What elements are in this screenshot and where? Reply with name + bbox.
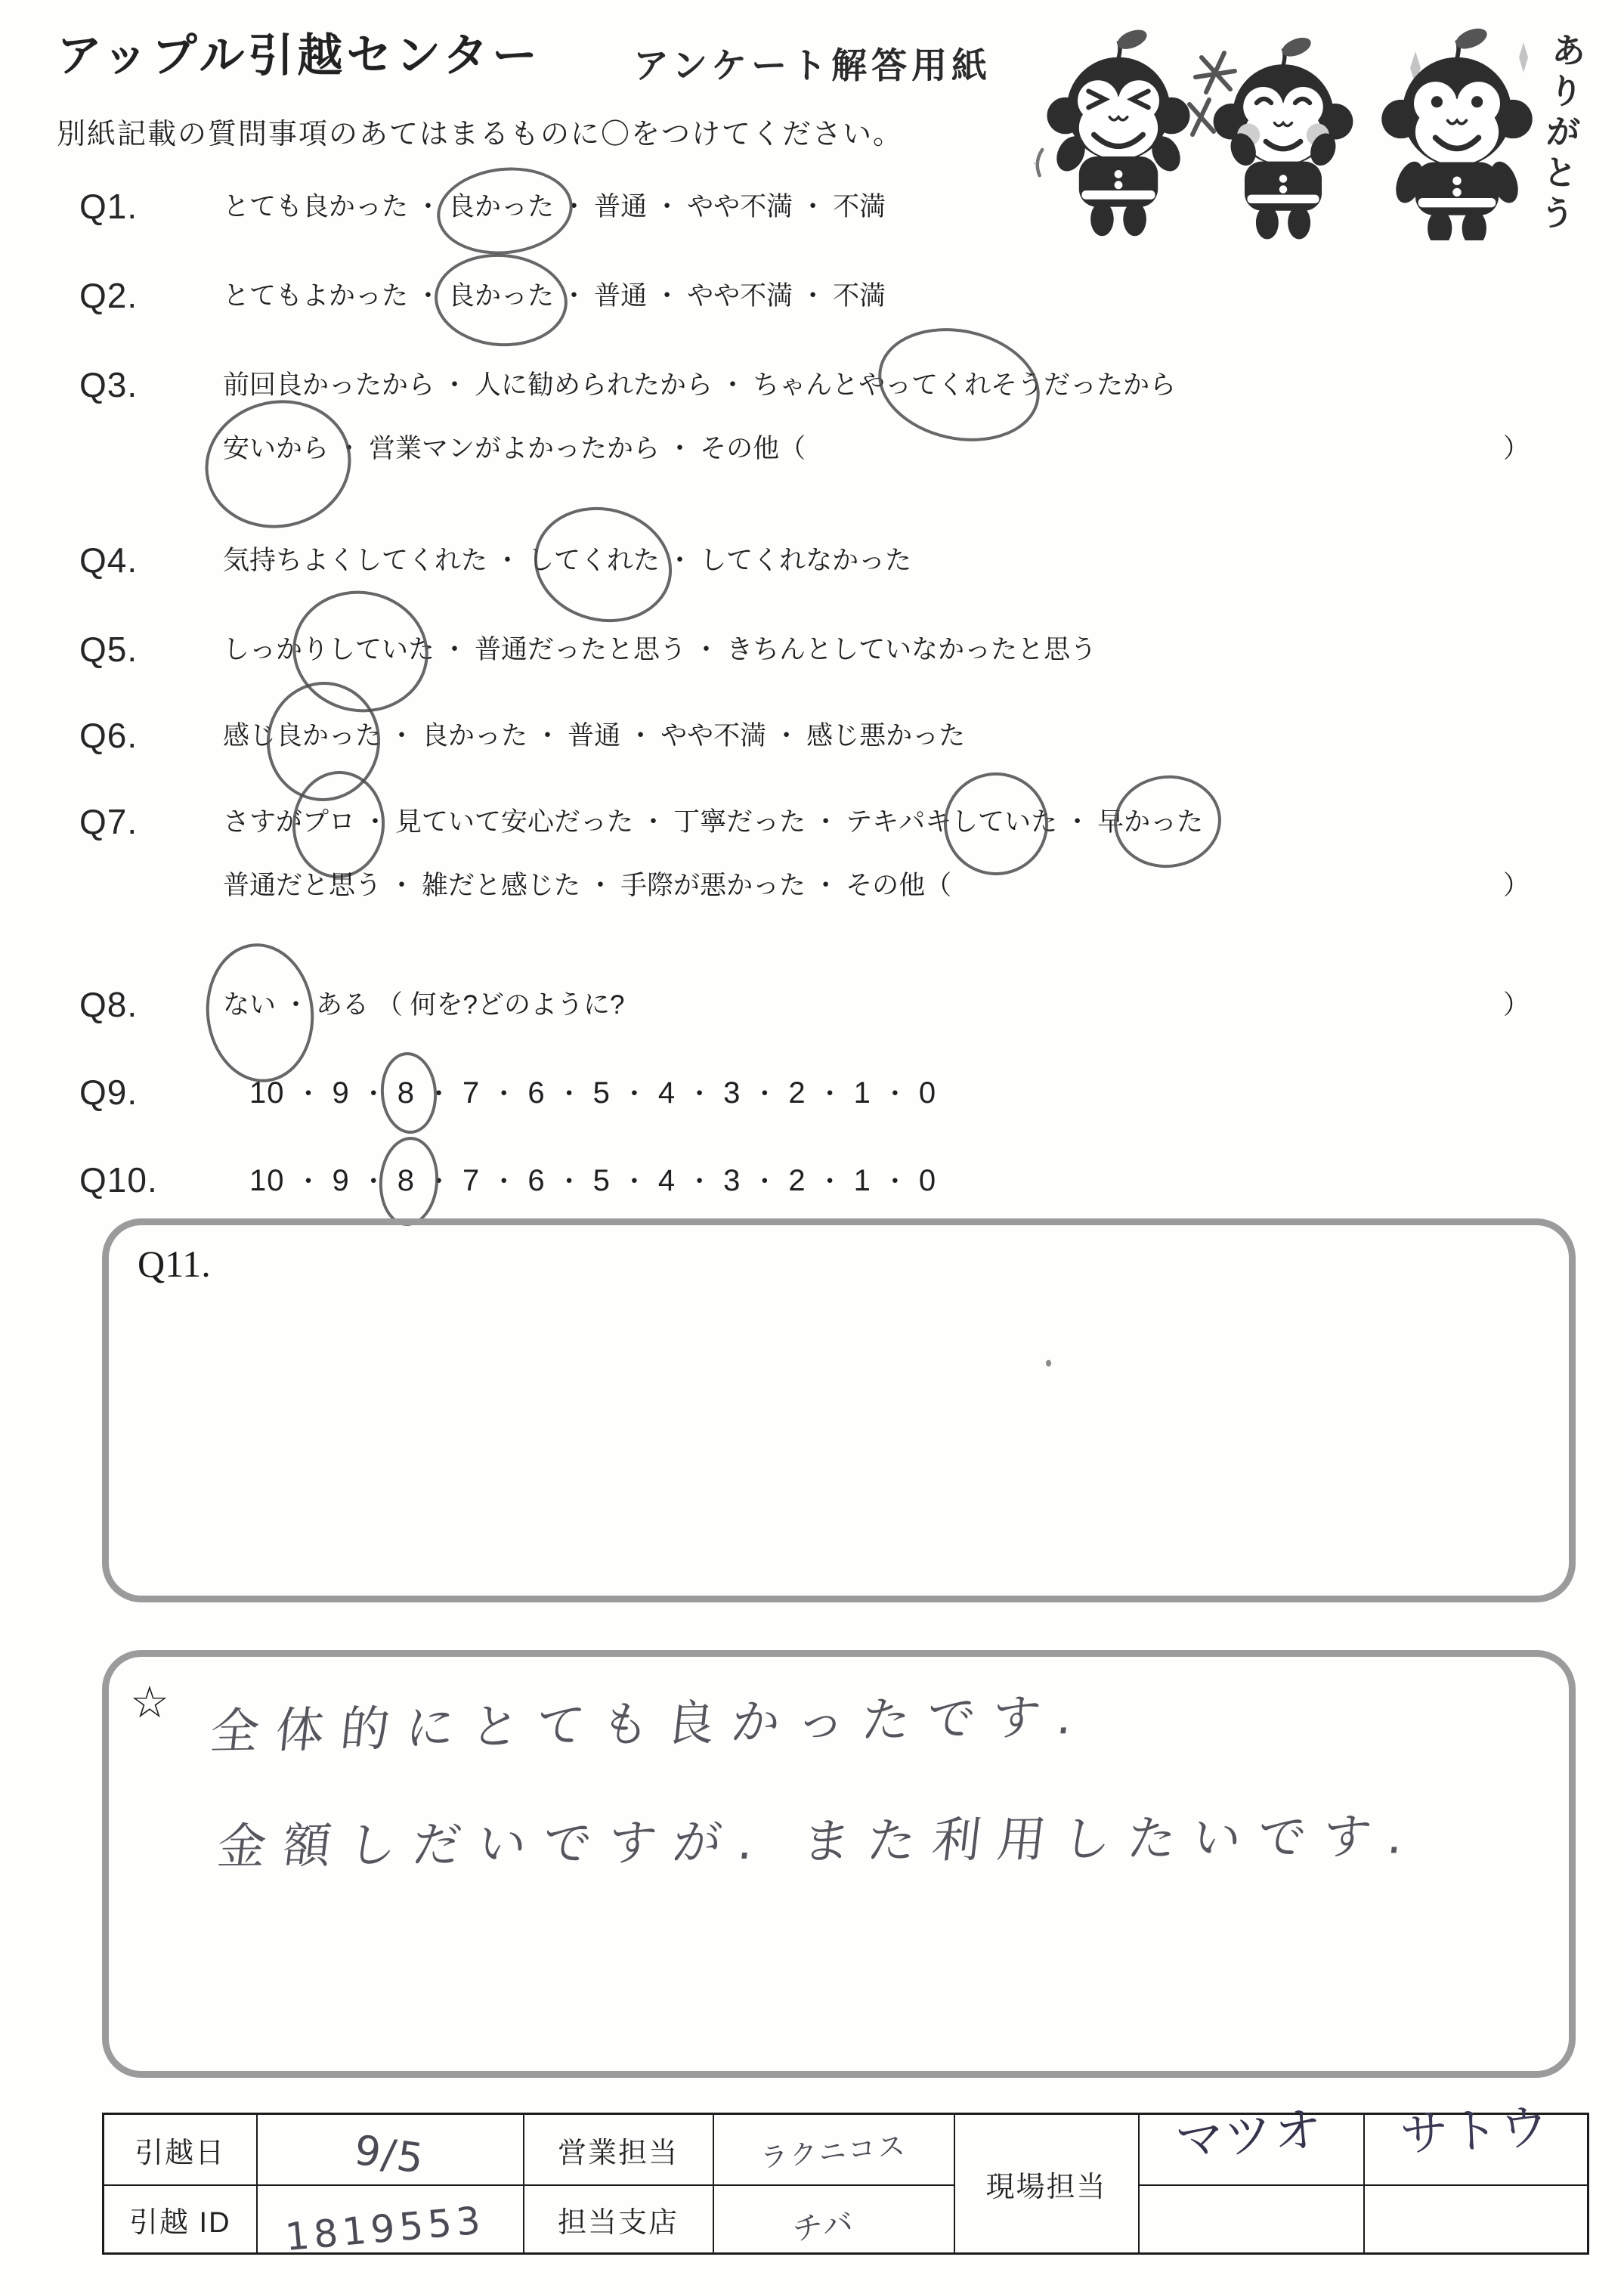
move-id-value-cell (257, 2185, 524, 2260)
option-separator-dot: ・ (425, 1079, 453, 1109)
question-row-q8 (0, 987, 1624, 1023)
answer-option: ある （ 何を?どのように? (316, 990, 625, 1020)
question-row-q4 (0, 540, 1624, 580)
option-separator-dot: ・ (336, 434, 363, 463)
handwritten-move-id: 1819553 (283, 2198, 487, 2260)
thanks-vertical-text: ありがとう (1533, 30, 1588, 237)
option-separator-dot: ・ (812, 871, 840, 900)
answer-option: 不満 (833, 192, 886, 221)
answer-option: 人に勧められたから (475, 370, 713, 400)
option-separator-dot: ・ (800, 192, 827, 221)
option-separator-dot: ・ (490, 1079, 518, 1109)
hand-drawn-circle-mark (433, 161, 577, 261)
branch-value-cell (713, 2185, 954, 2254)
answer-option-circled: ない (223, 987, 276, 1023)
answer-option: とても良かった (223, 192, 409, 221)
option-separator-dot: ・ (561, 281, 588, 311)
option-separator-dot: ・ (425, 1167, 453, 1197)
answer-option-circled: 8 (397, 1162, 415, 1199)
question-row-q7-line2 (0, 868, 1624, 904)
site-value-2-cell (1364, 2099, 1588, 2186)
option-separator-dot: ・ (415, 281, 442, 311)
answer-option: ） (1502, 871, 1530, 900)
answer-option-circled: 8 (397, 1075, 415, 1111)
sales-label-cell: 営業担当 (524, 2114, 713, 2186)
answer-option: 普通 (594, 281, 648, 311)
handwritten-comment-line-2: 金額しだいですが. また利用したいです. (214, 1809, 1423, 1875)
option-separator-dot: ・ (667, 546, 694, 575)
handwritten-site-name-1: マツオ (1174, 2101, 1326, 2171)
option-separator-dot: ・ (494, 546, 521, 575)
instruction-text: 別紙記載の質問事項のあてはまるものに〇をつけてください。 (57, 119, 904, 150)
answer-option: 2 (788, 1076, 806, 1110)
answer-option: 不満 (833, 281, 886, 311)
answer-option: 普通 (568, 721, 621, 751)
option-separator-dot: ・ (751, 1079, 778, 1109)
option-separator-dot: ・ (800, 281, 827, 311)
answer-option-circled: してくれた (527, 543, 660, 579)
answer-option: 10 (249, 1076, 285, 1110)
question-number-label: Q7. (79, 802, 138, 841)
site-label-cell: 現場担当 (954, 2114, 1139, 2254)
option-separator-dot: ・ (816, 1167, 843, 1197)
option-separator-dot: ・ (360, 1079, 387, 1109)
option-separator-dot: ・ (415, 192, 442, 221)
site-extra-2-cell (1364, 2185, 1588, 2254)
option-separator-dot: ・ (388, 721, 416, 751)
option-separator-dot: ・ (555, 1079, 583, 1109)
question-row-q5 (0, 632, 1624, 668)
option-separator-dot: ・ (640, 807, 667, 837)
option-separator-dot: ・ (686, 1167, 713, 1197)
question-number-label: Q4. (79, 540, 138, 580)
answer-option: 1 (853, 1164, 871, 1197)
option-separator-dot: ・ (719, 370, 747, 400)
answer-option-circled: ちゃんとやってくれそうだったから (753, 367, 1176, 404)
answer-option: 感じ悪かった (806, 721, 966, 751)
answer-option: 5 (592, 1164, 611, 1197)
answer-option: 普通だと思う (223, 871, 382, 900)
option-separator-dot: ・ (441, 370, 469, 400)
option-separator-dot: ・ (654, 281, 681, 311)
option-separator-dot: ・ (627, 721, 654, 751)
question-row-q3-line2 (0, 431, 1624, 467)
question-row-q2 (0, 278, 1624, 314)
option-separator-dot: ・ (620, 1079, 648, 1109)
option-separator-dot: ・ (686, 1079, 713, 1109)
question-row-q7-line1 (0, 804, 1624, 841)
option-separator-dot: ・ (587, 871, 614, 900)
option-separator-dot: ・ (881, 1167, 908, 1197)
answer-option: きちんとしていなかったと思う (726, 635, 1097, 664)
answer-option: その他（ (846, 871, 952, 900)
hand-drawn-circle-mark (941, 769, 1052, 878)
option-separator-dot: ・ (555, 1167, 583, 1197)
option-separator-dot: ・ (295, 1079, 322, 1109)
answer-option: 良かった (422, 721, 528, 751)
option-separator-dot: ・ (388, 871, 416, 900)
move-date-label-cell: 引越日 (104, 2114, 257, 2186)
answer-option: 丁寧だった (673, 807, 806, 837)
question-number-label: Q10. (79, 1160, 158, 1200)
answer-option: 9 (332, 1164, 350, 1197)
question-number-label: Q5. (79, 630, 138, 669)
option-separator-dot: ・ (283, 990, 310, 1020)
q11-answer-box (102, 1218, 1576, 1602)
answer-option: 3 (723, 1164, 741, 1197)
question-row-q3-line1 (0, 367, 1624, 404)
option-separator-dot: ・ (667, 434, 694, 463)
hand-drawn-circle-mark (432, 249, 571, 351)
answer-option: 10 (249, 1164, 285, 1197)
answer-option-circled: 良かった (448, 278, 554, 314)
answer-option: 4 (657, 1164, 676, 1197)
answer-option: 2 (788, 1164, 806, 1197)
answer-option: ） (1502, 990, 1530, 1020)
handwritten-comment-line-1: 全体的にとても良かったです. (207, 1689, 1093, 1760)
answer-option: してくれなかった (700, 546, 912, 575)
answer-option: 0 (918, 1076, 937, 1110)
site-extra-1-cell (1139, 2185, 1364, 2254)
answer-option: やや不満 (660, 721, 767, 751)
answer-option: とてもよかった (223, 281, 409, 311)
move-date-value-cell (257, 2114, 524, 2186)
scan-speck (1046, 1360, 1051, 1367)
company-logo-text: アップル引越センター (57, 30, 541, 81)
answer-option-circled: 感じ良かった (223, 718, 382, 754)
branch-label-cell: 担当支店 (524, 2185, 713, 2254)
option-separator-dot: ・ (816, 1079, 843, 1109)
move-id-label-cell: 引越 ID (104, 2185, 257, 2254)
answer-option-circled: テキパキしていた (846, 804, 1057, 841)
handwritten-branch-name: チバ (790, 2205, 857, 2247)
answer-option: 6 (527, 1164, 546, 1197)
question-row-q6 (0, 718, 1624, 754)
option-separator-dot: ・ (534, 721, 561, 751)
answer-option-circled: さすがプロ (223, 804, 355, 841)
sales-value-cell (713, 2114, 954, 2186)
answer-option: 前回良かったから (223, 370, 435, 400)
footer-info-table (102, 2099, 1589, 2260)
option-separator-dot: ・ (693, 635, 720, 664)
comment-box (102, 1650, 1576, 2078)
hand-drawn-circle-mark (283, 580, 438, 723)
answer-option: 雑だと感じた (422, 871, 581, 900)
option-separator-dot: ・ (490, 1167, 518, 1197)
option-separator-dot: ・ (773, 721, 800, 751)
option-separator-dot: ・ (362, 807, 389, 837)
answer-option: 普通だったと思う (475, 635, 687, 664)
handwritten-site-name-2: サトウ (1398, 2099, 1551, 2164)
option-separator-dot: ・ (441, 635, 469, 664)
question-number-label: Q6. (79, 716, 138, 755)
answer-option-circled: 安いから (223, 431, 329, 467)
answer-option: 6 (527, 1076, 546, 1110)
question-row-q1 (0, 189, 1624, 225)
answer-option-circled: しっかりしていた (223, 632, 435, 668)
option-separator-dot: ・ (360, 1167, 387, 1197)
option-separator-dot: ・ (881, 1079, 908, 1109)
option-separator-dot: ・ (620, 1167, 648, 1197)
answer-option: 7 (462, 1164, 481, 1197)
option-separator-dot: ・ (1064, 807, 1091, 837)
answer-option: やや不満 (687, 192, 793, 221)
answer-option: その他（ (700, 434, 806, 463)
answer-option: ） (1502, 434, 1530, 463)
question-row-q9-scale (0, 1075, 1624, 1111)
q11-label: Q11. (138, 1243, 211, 1285)
answer-option: 手際が悪かった (620, 871, 806, 900)
question-number-label: Q8. (79, 985, 138, 1024)
site-value-1-cell (1139, 2101, 1364, 2186)
answer-option: やや不満 (687, 281, 793, 311)
handwritten-sales-name: ラクニコス (759, 2130, 908, 2174)
answer-option-circled: 良かった (448, 189, 554, 225)
answer-option-circled: 早かった (1097, 804, 1203, 841)
answer-option: 4 (657, 1076, 676, 1110)
hand-drawn-circle-mark (261, 676, 386, 807)
hand-drawn-circle-mark (1109, 770, 1226, 873)
answer-option: 普通 (594, 192, 648, 221)
answer-option: 1 (853, 1076, 871, 1110)
star-icon: ☆ (130, 1676, 169, 1728)
question-number-label: Q2. (79, 276, 138, 315)
answer-option: 見ていて安心だった (395, 807, 634, 837)
answer-option: 気持ちよくしてくれた (223, 546, 488, 575)
answer-option: 5 (592, 1076, 611, 1110)
answer-option: 3 (723, 1076, 741, 1110)
question-number-label: Q9. (79, 1073, 138, 1112)
answer-option: 営業マンがよかったから (369, 434, 660, 463)
answer-option: 9 (332, 1076, 350, 1110)
question-number-label: Q1. (79, 187, 138, 226)
question-number-label: Q3. (79, 365, 138, 404)
handwritten-move-date: 9/5 (351, 2125, 428, 2183)
option-separator-dot: ・ (751, 1167, 778, 1197)
option-separator-dot: ・ (812, 807, 840, 837)
sheet-title: アンケート解答用紙 (633, 45, 992, 85)
question-row-q10-scale (0, 1162, 1624, 1199)
option-separator-dot: ・ (561, 192, 588, 221)
option-separator-dot: ・ (654, 192, 681, 221)
hand-drawn-circle-mark (522, 493, 685, 636)
option-separator-dot: ・ (295, 1167, 322, 1197)
answer-option: 7 (462, 1076, 481, 1110)
answer-option: 0 (918, 1164, 937, 1197)
